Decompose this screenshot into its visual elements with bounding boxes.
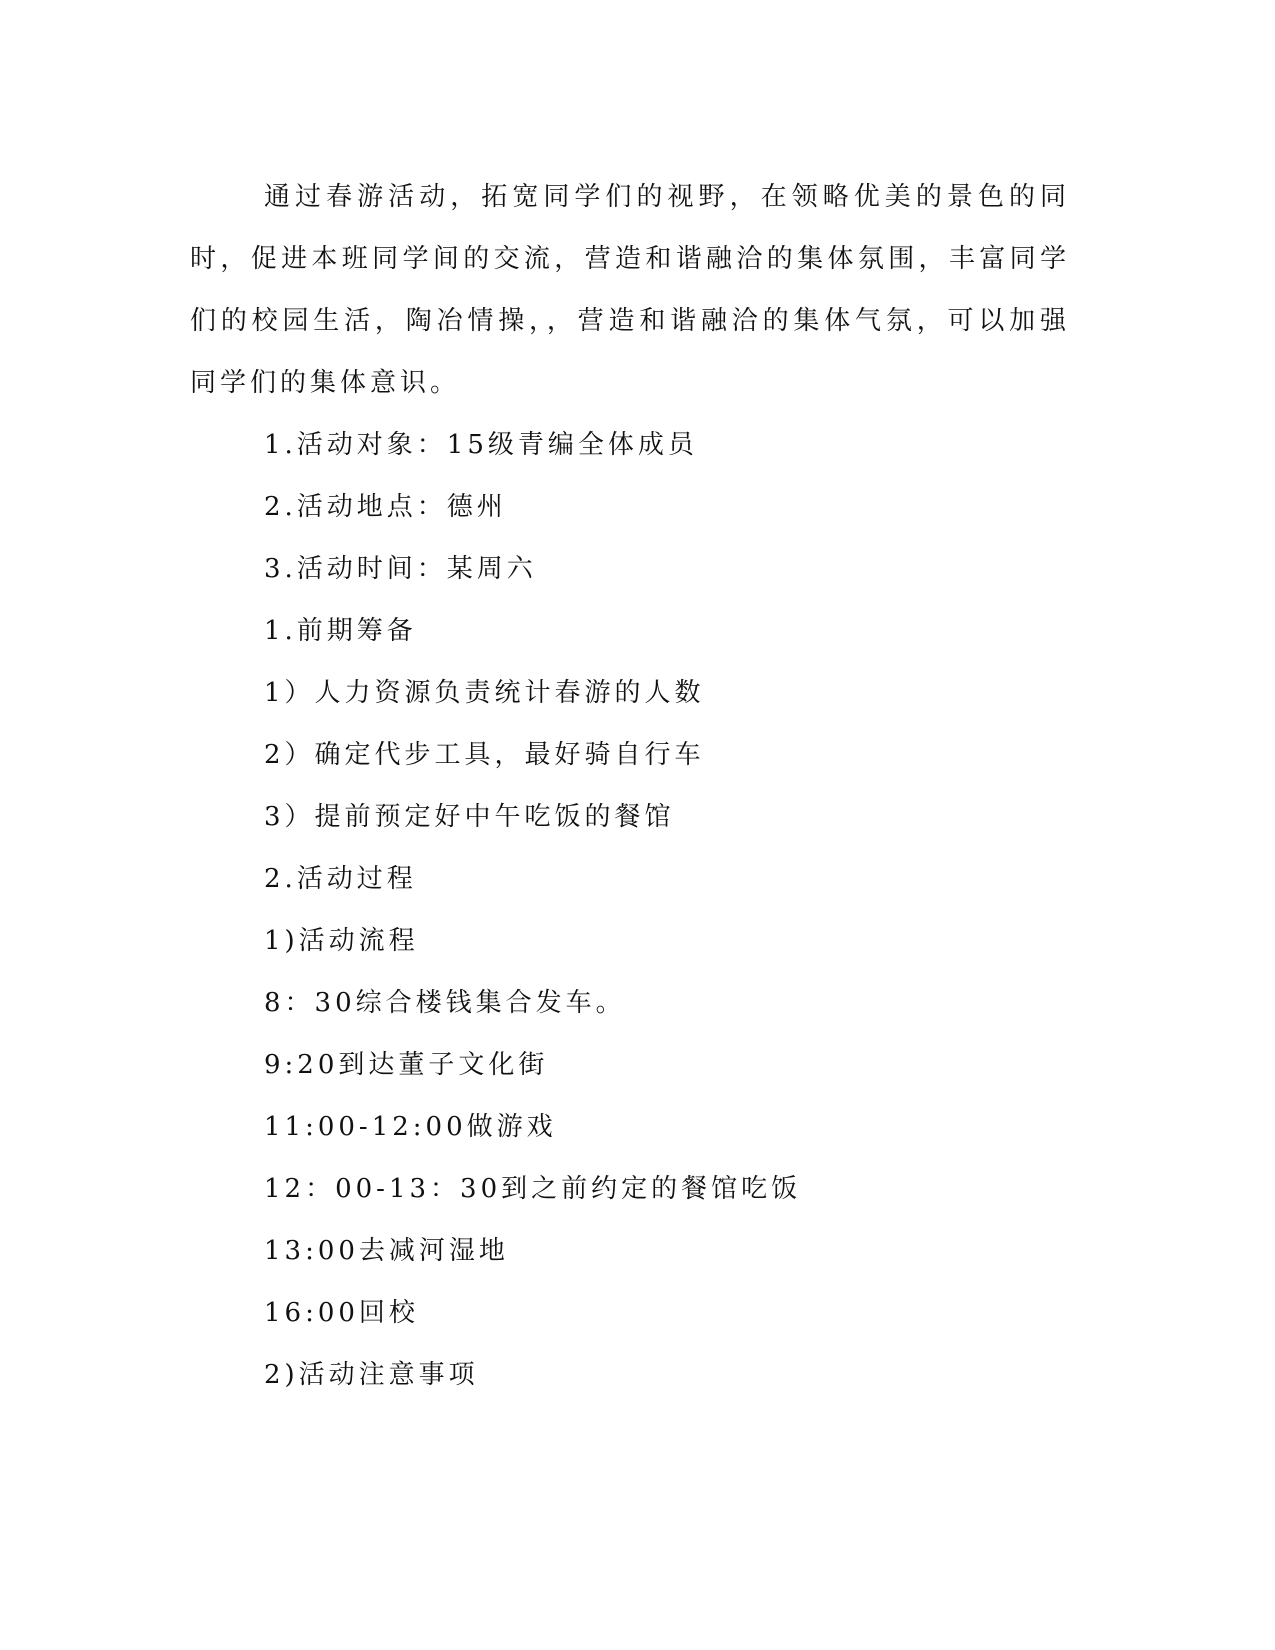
schedule-item-3: 11:00-12:00做游戏 [264, 1112, 557, 1142]
schedule-item-4: 12：00-13：30到之前约定的餐馆吃饭 [264, 1174, 802, 1204]
schedule-item-2: 9:20到达董子文化街 [264, 1050, 549, 1080]
intro-paragraph: 通过春游活动，拓宽同学们的视野，在领略优美的景色的同时，促进本班同学间的交流，营造和谐融洽的集体氛围，丰富同学们的校园生活，陶冶情操，，营造和谐融洽的集体气氛，可以加强同学们的集体意识。 [190, 182, 1070, 398]
activity-time-line: 3.活动时间：某周六 [264, 554, 537, 584]
activity-flow-heading: 1)活动流程 [264, 926, 419, 956]
schedule-item-5: 13:00去减河湿地 [264, 1236, 509, 1266]
preparation-item-3: 3）提前预定好中午吃饭的餐馆 [264, 802, 675, 832]
notes-heading: 2)活动注意事项 [264, 1360, 479, 1390]
preparation-item-2: 2）确定代步工具，最好骑自行车 [264, 740, 705, 770]
schedule-item-1: 8：30综合楼钱集合发车。 [264, 988, 626, 1018]
preparation-heading: 1.前期筹备 [264, 616, 417, 646]
activity-location-line: 2.活动地点：德州 [264, 492, 507, 522]
schedule-item-6: 16:00回校 [264, 1298, 419, 1328]
activity-process-heading: 2.活动过程 [264, 864, 417, 894]
activity-target-line: 1.活动对象：15级青编全体成员 [264, 430, 698, 460]
preparation-item-1: 1）人力资源负责统计春游的人数 [264, 678, 705, 708]
document-body [190, 166, 1070, 1406]
